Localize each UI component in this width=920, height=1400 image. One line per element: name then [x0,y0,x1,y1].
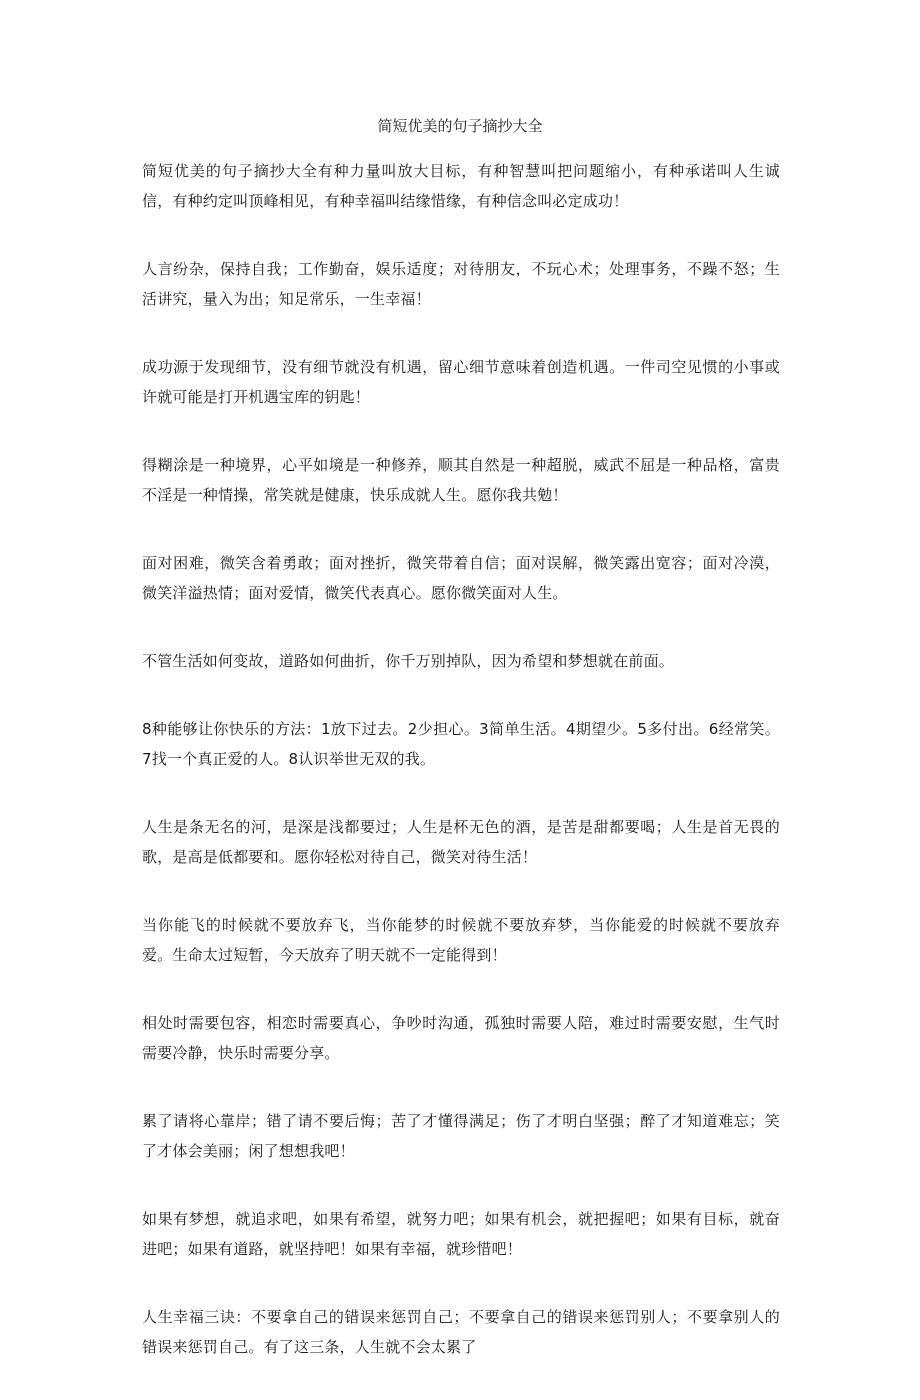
paragraph-2: 人言纷杂，保持自我；工作勤奋，娱乐适度；对待朋友，不玩心术；处理事务，不躁不怒；生活讲究，量入为出；知足常乐，一生幸福！ [142,260,780,308]
paragraph-11: 累了请将心靠岸；错了请不要后悔；苦了才懂得满足；伤了才明白坚强；醉了才知道难忘；笑了才体会美丽；闲了想想我吧！ [142,1112,780,1160]
paragraph-8: 人生是条无名的河，是深是浅都要过；人生是杯无色的酒，是苦是甜都要喝；人生是首无畏的歌，是高是低都要和。愿你轻松对待自己，微笑对待生活！ [142,818,780,866]
paragraph-4: 得糊涂是一种境界，心平如境是一种修养，顺其自然是一种超脱，威武不屈是一种品格，富贵不淫是一种情操，常笑就是健康，快乐成就人生。愿你我共勉！ [142,456,780,504]
paragraph-6: 不管生活如何变故，道路如何曲折，你千万别掉队，因为希望和梦想就在前面。 [142,652,675,670]
document-body [142,156,780,1400]
paragraph-5: 面对困难，微笑含着勇敢；面对挫折，微笑带着自信；面对误解，微笑露出宽容；面对冷漠，微笑洋溢热情；面对爱情，微笑代表真心。愿你微笑面对人生。 [142,554,780,602]
document-title: 简短优美的句子摘抄大全 [377,117,543,135]
paragraph-1: 简短优美的句子摘抄大全有种力量叫放大目标，有种智慧叫把问题缩小，有种承诺叫人生诚信，有种约定叫顶峰相见，有种幸福叫结缘惜缘，有种信念叫必定成功！ [142,162,780,210]
paragraph-13: 人生幸福三诀：不要拿自己的错误来惩罚自己；不要拿自己的错误来惩罚别人；不要拿别人的错误来惩罚自己。有了这三条，人生就不会太累了 [142,1308,780,1356]
paragraph-9: 当你能飞的时候就不要放弃飞，当你能梦的时候就不要放弃梦，当你能爱的时候就不要放弃爱。生命太过短暂，今天放弃了明天就不一定能得到！ [142,916,780,964]
paragraph-7: 8种能够让你快乐的方法：1放下过去。2少担心。3简单生活。4期望少。5多付出。6经常笑。7找一个真正爱的人。8认识举世无双的我。 [142,720,780,768]
paragraph-12: 如果有梦想，就追求吧，如果有希望，就努力吧；如果有机会，就把握吧；如果有目标，就奋进吧；如果有道路，就坚持吧！如果有幸福，就珍惜吧！ [142,1210,780,1258]
paragraph-10: 相处时需要包容，相恋时需要真心，争吵时沟通，孤独时需要人陪，难过时需要安慰，生气时需要冷静，快乐时需要分享。 [142,1014,780,1062]
paragraph-3: 成功源于发现细节，没有细节就没有机遇，留心细节意味着创造机遇。一件司空见惯的小事或许就可能是打开机遇宝库的钥匙！ [142,358,780,406]
